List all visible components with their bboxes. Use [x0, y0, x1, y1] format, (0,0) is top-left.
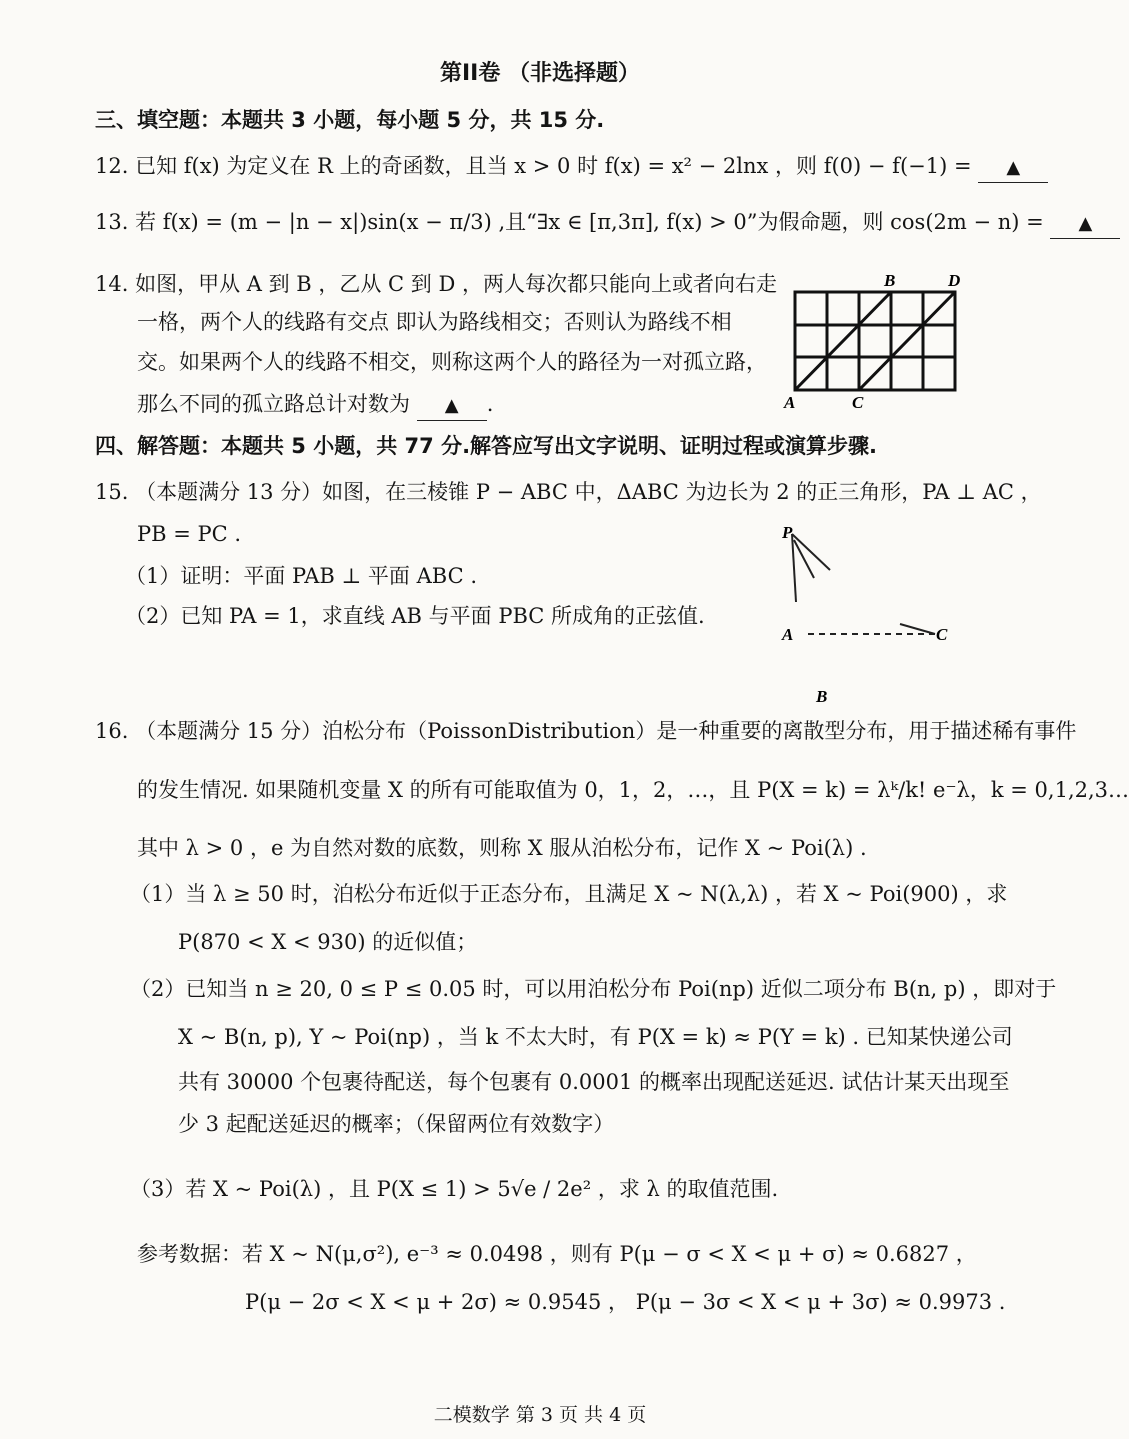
question-16-part2c: 共有 30000 个包裹待配送，每个包裹有 0.0001 的概率出现配送延迟. 试估计某天出现至 — [178, 1070, 1010, 1094]
page-footer: 二模数学 第 3 页 共 4 页 — [433, 1404, 647, 1426]
question-16-line1: 16. （本题满分 15 分）泊松分布（PoissonDistribution）是一种重要的离散型分布，用于描述稀有事件 — [95, 719, 1077, 743]
question-14-period: . — [486, 392, 494, 416]
label-c: C — [852, 393, 864, 412]
question-16-line2: 的发生情况. 如果随机变量 X 的所有可能取值为 0，1，2，…，且 P(X = k) = λᵏ/k! e⁻λ，k = 0,1,2,3… — [137, 778, 1129, 802]
reference-data-line2: P(μ − 2σ < X < μ + 2σ) ≈ 0.9545 ， P(μ − 3σ < X < μ + 3σ) ≈ 0.9973 . — [245, 1290, 1006, 1314]
triangle-mark: ▲ — [1006, 157, 1021, 178]
triangle-mark: ▲ — [1078, 213, 1093, 234]
question-16-part2a: （2）已知当 n ≥ 20, 0 ≤ P ≤ 0.05 时，可以用泊松分布 Poi(np) 近似二项分布 B(n, p) ，即对于 — [130, 977, 1057, 1001]
question-14-line4 — [137, 390, 493, 421]
question-13 — [95, 208, 1120, 239]
question-16-part2d: 少 3 起配送延迟的概率；（保留两位有效数字） — [178, 1112, 615, 1136]
label-a: A — [784, 393, 796, 412]
question-15-line2: PB = PC . — [137, 522, 242, 546]
triangle-mark: ▲ — [444, 395, 459, 416]
answer-blank-14 — [417, 390, 487, 421]
label-b: B — [816, 687, 828, 706]
label-b: B — [884, 271, 896, 290]
answer-blank-13 — [1050, 208, 1120, 239]
question-15-part1: （1）证明：平面 PAB ⊥ 平面 ABC . — [125, 564, 478, 588]
answer-blank-12 — [978, 152, 1048, 183]
question-14-line2: 一格，两个人的线路有交点 即认为路线相交；否则认为路线不相 — [137, 310, 732, 334]
question-12 — [95, 152, 1048, 183]
question-14-line4-text: 那么不同的孤立路总计对数为 — [137, 392, 410, 416]
section-title: 第II卷 （非选择题） — [439, 61, 641, 86]
question-16-part3: （3）若 X ~ Poi(λ) ，且 P(X ≤ 1) > 5√e / 2e² ，求 λ 的取值范围. — [130, 1177, 779, 1201]
tetrahedron-figure — [770, 520, 960, 710]
question-12-text: 12. 已知 f(x) 为定义在 R 上的奇函数，且当 x > 0 时 f(x) = x² − 2lnx ，则 f(0) − f(−1) = — [95, 154, 972, 178]
question-16-line3: 其中 λ > 0 ，e 为自然对数的底数，则称 X 服从泊松分布，记作 X ~ Poi(λ) . — [137, 836, 867, 860]
question-15-part2: （2）已知 PA = 1，求直线 AB 与平面 PBC 所成角的正弦值. — [125, 604, 705, 628]
section3-heading: 三、填空题：本题共 3 小题，每小题 5 分，共 15 分. — [95, 108, 605, 132]
edge-pc-partial — [792, 534, 830, 570]
label-a: A — [782, 625, 794, 644]
label-c: C — [936, 625, 948, 644]
question-16-part2b: X ~ B(n, p), Y ~ Poi(np) ，当 k 不太大时，有 P(X = k) ≈ P(Y = k) . 已知某快递公司 — [178, 1025, 1013, 1049]
section4-heading: 四、解答题：本题共 5 小题，共 77 分.解答应写出文字说明、证明过程或演算步骤. — [95, 434, 878, 458]
label-d: D — [948, 271, 961, 290]
question-15-line1: 15. （本题满分 13 分）如图，在三棱锥 P − ABC 中，ΔABC 为边长为 2 的正三角形，PA ⊥ AC ， — [95, 480, 1042, 504]
question-14-line1: 14. 如图，甲从 A 到 B ，乙从 C 到 D ，两人每次都只能向上或者向右走 — [95, 272, 777, 296]
question-16-part1a: （1）当 λ ≥ 50 时，泊松分布近似于正态分布，且满足 X ~ N(λ,λ) ，若 X ~ Poi(900) ，求 — [130, 882, 1008, 906]
diagonal-a-b — [795, 292, 891, 390]
diagonal-c-d — [859, 292, 955, 390]
question-13-text: 13. 若 f(x) = (m − |n − x|)sin(x − π/3) ,且“∃x ∈ [π,3π], f(x) > 0”为假命题，则 cos(2m − n) = — [95, 210, 1044, 234]
label-p: P — [782, 523, 793, 542]
question-14-line3: 交。如果两个人的线路不相交，则称这两个人的路径为一对孤立路， — [137, 350, 767, 374]
question-16-part1b: P(870 < X < 930) 的近似值； — [178, 930, 478, 954]
reference-data-line1: 参考数据：若 X ~ N(μ,σ²), e⁻³ ≈ 0.0498 ，则有 P(μ − σ < X < μ + σ) ≈ 0.6827 ， — [137, 1242, 977, 1266]
grid-figure — [780, 270, 980, 415]
